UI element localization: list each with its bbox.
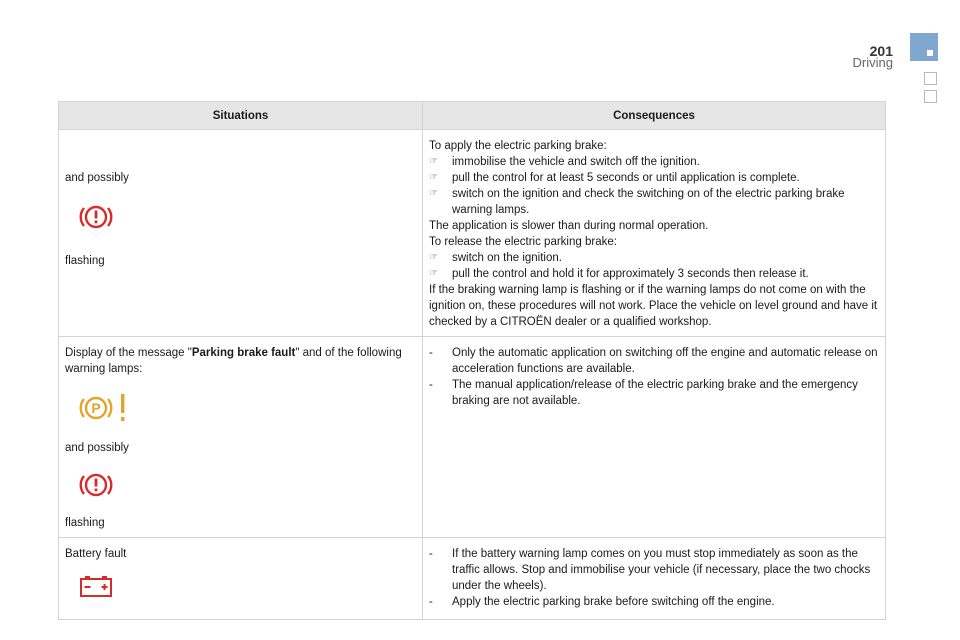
parking-brake-fault-icon — [79, 391, 135, 425]
message-name: Parking brake fault — [191, 347, 296, 359]
and-possibly-text: and possibly — [65, 442, 129, 454]
warning-note: If the braking warning lamp is flashing or if the warning lamps do not come on with the ignition on, these procedures will not work. Place the vehicle on level ground and have it checked by a CITROËN dealer or a qualified workshop. — [429, 284, 878, 328]
release-intro: To release the electric parking brake: — [429, 236, 617, 248]
svg-text:P: P — [91, 400, 101, 416]
list-item: ☞ immobilise the vehicle and switch off the ignition. — [429, 154, 879, 170]
column-header-situations: Situations — [59, 102, 423, 130]
list-item: - Apply the electric parking brake before switching off the engine. — [429, 594, 879, 610]
table-header-row — [59, 102, 886, 130]
message-description — [65, 345, 416, 377]
consequence-cell — [423, 130, 886, 337]
and-possibly-text: and possibly — [65, 172, 129, 184]
slower-note: The application is slower than during normal operation. — [429, 220, 709, 232]
list-item: ☞ switch on the ignition. — [429, 250, 879, 266]
chapter-tab-empty[interactable] — [924, 72, 937, 85]
release-steps-list — [429, 250, 879, 282]
consequence-list — [429, 546, 879, 610]
apply-steps-list — [429, 154, 879, 218]
list-item: - Only the automatic application on switching off the engine and automatic release on acceleration functions are available. — [429, 345, 879, 377]
list-item: ☞ switch on the ignition and check the switching on of the electric parking brake warning lamps. — [429, 186, 879, 218]
brake-warning-icon — [79, 470, 113, 500]
section-title: Driving — [852, 55, 893, 70]
consequence-list — [429, 345, 879, 409]
list-item: - The manual application/release of the electric parking brake and the emergency braking are not available. — [429, 377, 879, 409]
chapter-tab[interactable] — [910, 33, 938, 61]
flashing-text: flashing — [65, 255, 105, 267]
battery-icon — [79, 574, 113, 598]
page-number: 201 — [869, 43, 893, 59]
flashing-text: flashing — [65, 517, 105, 529]
situation-cell — [59, 130, 423, 337]
message-prefix: Display of the message " — [65, 347, 192, 359]
apply-intro: To apply the electric parking brake: — [429, 140, 607, 152]
chapter-tab-empty[interactable] — [924, 90, 937, 103]
consequence-cell — [423, 337, 886, 538]
column-header-consequences: Consequences — [423, 102, 886, 130]
situation-cell — [59, 538, 423, 620]
list-item: ☞ pull the control for at least 5 seconds or until application is complete. — [429, 170, 879, 186]
fault-table — [58, 101, 886, 620]
message-suffix: " and of the following warning lamps: — [65, 347, 402, 375]
tab-marker — [927, 50, 933, 56]
situation-cell — [59, 337, 423, 538]
list-item: ☞ pull the control and hold it for approximately 3 seconds then release it. — [429, 266, 879, 282]
consequence-cell — [423, 538, 886, 620]
table-row — [59, 337, 886, 538]
table-row — [59, 130, 886, 337]
list-item: - If the battery warning lamp comes on you must stop immediately as soon as the traffic allows. Stop and immobilise your vehicle (if necessary, place the two chocks under the wheels). — [429, 546, 879, 594]
battery-fault-text: Battery fault — [65, 548, 127, 560]
brake-warning-icon — [79, 202, 113, 232]
table-row — [59, 538, 886, 620]
